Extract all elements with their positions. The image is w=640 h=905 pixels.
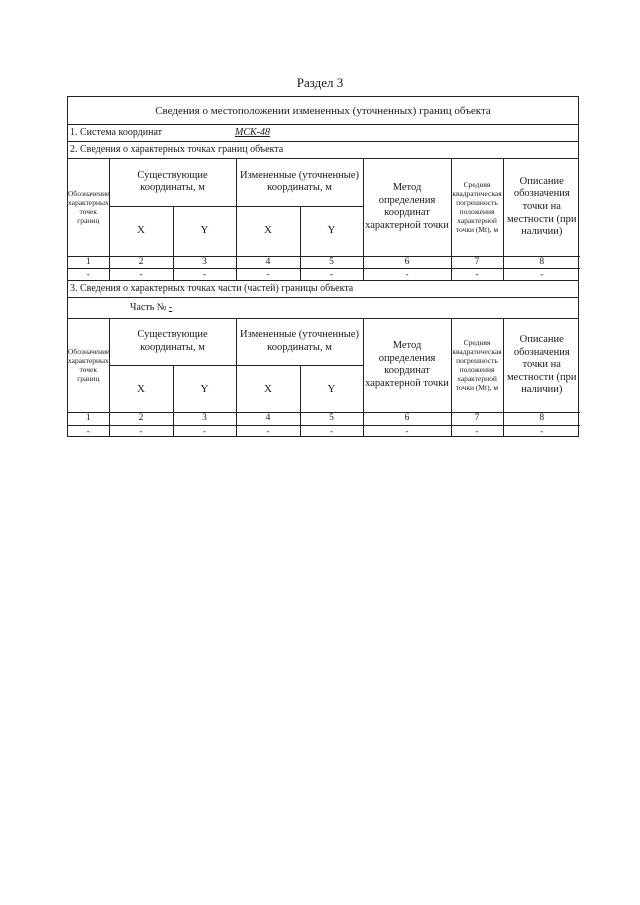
col-error-header: Средняя квадратическая погрешность положения характерной точки (Mt), м (451, 319, 503, 413)
col-number: 7 (451, 413, 503, 425)
cell-empty: - (363, 268, 451, 279)
coord-system-label: 1. Система координат (70, 127, 163, 138)
col-changed-header: Измененные (уточненные) координаты, м (236, 159, 363, 206)
cell-empty: - (236, 268, 300, 279)
cell-empty: - (451, 425, 503, 436)
col-number: 6 (363, 413, 451, 425)
col-number: 6 (363, 256, 451, 268)
col-number: 7 (451, 256, 503, 268)
cell-empty: - (173, 425, 236, 436)
col-number: 8 (503, 256, 580, 268)
cell-empty: - (363, 425, 451, 436)
section3-table-wrap (68, 318, 578, 437)
col-existing-x: X (109, 366, 173, 413)
col-number: 2 (109, 256, 173, 268)
part-number-value: - (168, 301, 173, 313)
col-existing-y: Y (173, 206, 236, 256)
part-points-table (68, 319, 580, 437)
col-designation-header: Обозначение характерных точек границ (68, 159, 109, 256)
cell-empty: - (300, 425, 363, 436)
cell-empty: - (68, 425, 109, 436)
col-number: 1 (68, 413, 109, 425)
cell-empty: - (109, 268, 173, 279)
col-description-header: Описание обозначения точки на местности (при наличии) (503, 319, 580, 413)
coord-system-row (68, 125, 578, 142)
col-number: 1 (68, 256, 109, 268)
column-numbers-row (68, 413, 580, 425)
col-number: 8 (503, 413, 580, 425)
col-existing-y: Y (173, 366, 236, 413)
cell-empty: - (109, 425, 173, 436)
col-number: 5 (300, 256, 363, 268)
col-changed-x: X (236, 366, 300, 413)
col-existing-header: Существующие координаты, м (109, 159, 236, 206)
form-header: Сведения о местоположении измененных (уточненных) границ объекта (68, 97, 578, 125)
coord-system-value: МСК-48 (235, 127, 270, 138)
cell-empty: - (451, 268, 503, 279)
col-method-header: Метод определения координат характерной точки (363, 319, 451, 413)
col-number: 5 (300, 413, 363, 425)
section2-title: 2. Сведения о характерных точках границ объекта (68, 142, 578, 159)
boundary-info-form (67, 96, 579, 437)
section3-title: 3. Сведения о характерных точках части (частей) границы объекта (68, 281, 578, 298)
col-changed-x: X (236, 206, 300, 256)
table-row (68, 268, 580, 279)
col-number: 2 (109, 413, 173, 425)
col-method-header: Метод определения координат характерной точки (363, 159, 451, 256)
cell-empty: - (300, 268, 363, 279)
col-number: 3 (173, 413, 236, 425)
part-number-label: Часть № (130, 301, 167, 313)
col-error-header: Средняя квадратическая погрешность положения характерной точки (Mt), м (451, 159, 503, 256)
col-existing-header: Существующие координаты, м (109, 319, 236, 366)
points-table (68, 159, 580, 280)
column-numbers-row (68, 256, 580, 268)
col-changed-y: Y (300, 366, 363, 413)
col-number: 4 (236, 413, 300, 425)
col-number: 4 (236, 256, 300, 268)
cell-empty: - (236, 425, 300, 436)
page-title: Раздел 3 (296, 75, 344, 90)
col-number: 3 (173, 256, 236, 268)
col-existing-x: X (109, 206, 173, 256)
col-changed-y: Y (300, 206, 363, 256)
cell-empty: - (503, 425, 580, 436)
cell-empty: - (173, 268, 236, 279)
col-changed-header: Измененные (уточненные) координаты, м (236, 319, 363, 366)
col-description-header: Описание обозначения точки на местности (при наличии) (503, 159, 580, 256)
cell-empty: - (503, 268, 580, 279)
cell-empty: - (68, 268, 109, 279)
part-number-row (68, 298, 578, 318)
col-designation-header: Обозначение характерных точек границ (68, 319, 109, 413)
section2-table-wrap (68, 159, 578, 281)
table-row (68, 425, 580, 436)
